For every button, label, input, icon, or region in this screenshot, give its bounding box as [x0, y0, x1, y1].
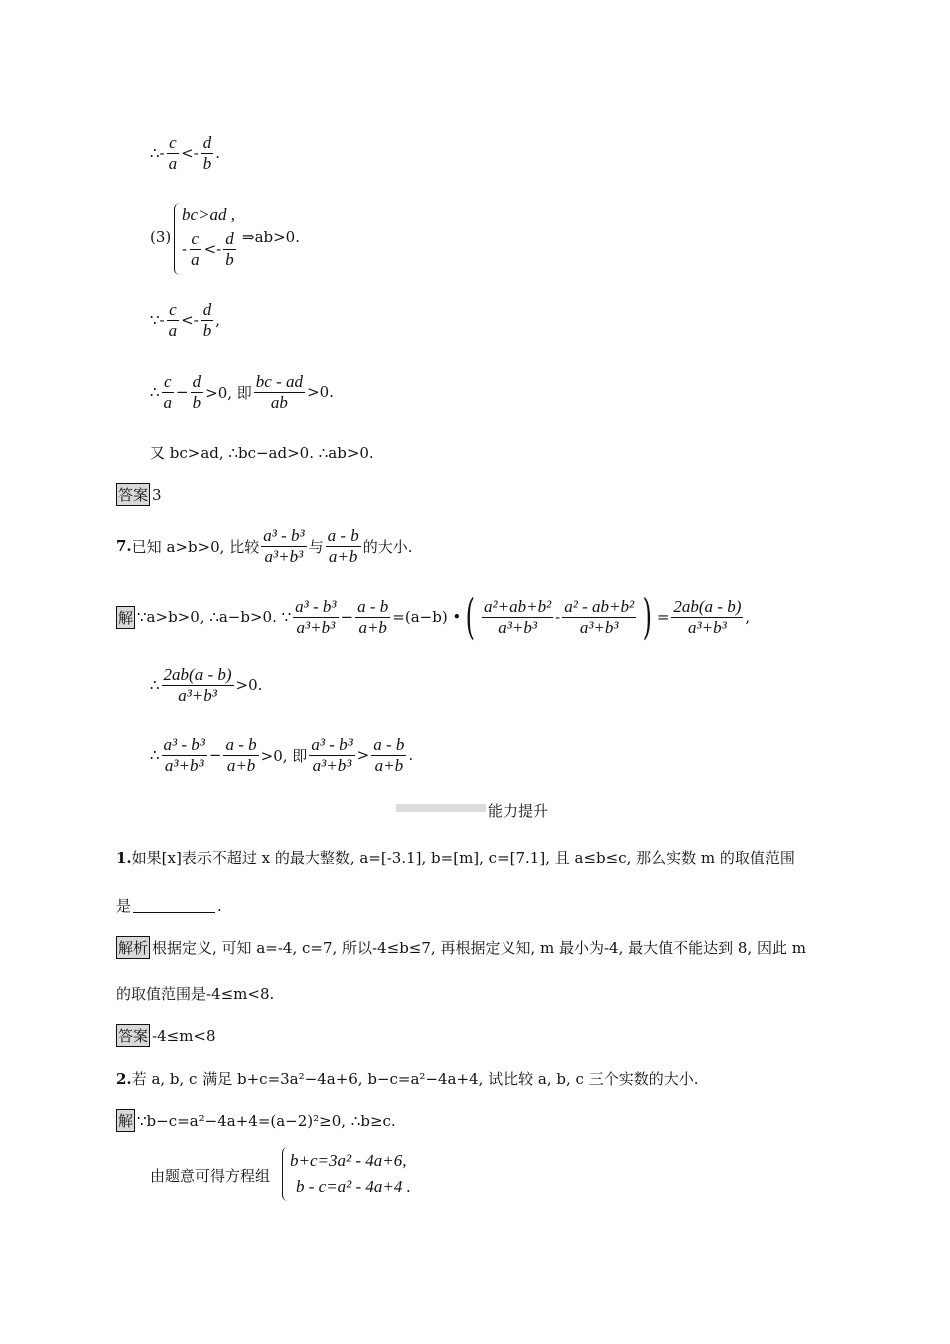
- step-line-5: 又 bc>ad, ∴bc−ad>0. ∴ab>0.: [150, 444, 374, 462]
- equation-system-intro: 由题意可得方程组: [150, 1167, 271, 1185]
- solution-tag: 解: [116, 1109, 135, 1132]
- therefore-symbol: ∴-: [150, 144, 165, 163]
- fraction-bc-ad-ab: $\frac{bc - ad}{ab}$: [255, 372, 303, 412]
- section-decoration-bar: [396, 804, 486, 812]
- case-3-label: (3): [150, 228, 172, 246]
- right-paren: ): [642, 589, 653, 645]
- fraction-cubes: $\frac{\text{a³ - b³}}{\text{a³+b³}}$: [311, 735, 353, 775]
- answer-row-1: [116, 483, 162, 506]
- fraction-sum-squares: $\frac{\text{a²+ab+b²}}{\text{a³+b³}}$: [484, 596, 552, 637]
- fraction-cubes: $\frac{\text{a³ - b³}}{\text{a³+b³}}$: [295, 596, 337, 637]
- fraction-d-b: $\frac{d}{b}$: [202, 300, 212, 340]
- fraction-linear: $\frac{a - b}{a+b}$: [327, 526, 359, 566]
- solution-tag: 解: [116, 606, 135, 629]
- fraction-c-a: $\frac{c}{a}$: [168, 300, 178, 340]
- fraction-c-a: $\frac{c}{a}$: [168, 133, 178, 173]
- fraction-c-a: $\frac{c}{a}$: [163, 372, 173, 412]
- implies-text: ⇒ab>0.: [242, 228, 300, 246]
- fraction-result: $\frac{2ab(a - b)}{\text{a³+b³}}$: [673, 596, 742, 637]
- answer-tag: 答案: [116, 1024, 150, 1047]
- system-row-1: bc>ad ,: [182, 205, 236, 224]
- less-than: <-: [181, 144, 199, 163]
- system-row-2: - $\frac{c}{a}$ <- $\frac{d}{b}$: [182, 229, 234, 269]
- period: .: [215, 144, 221, 163]
- fraction-cubes: $\frac{\text{a³ - b³}}{\text{a³+b³}}$: [263, 526, 305, 566]
- fraction-c-a: $\frac{c}{a}$: [191, 229, 200, 269]
- problem-1-solution: 解析 根据定义, 可知 a=-4, c=7, 所以-4≤b≤7, 再根据定义知, m 最小为-4, 最大值不能达到 8, 因此 m: [116, 936, 806, 959]
- answer-tag: 答案: [116, 483, 150, 506]
- problem-2: 2. 若 a, b, c 满足 b+c=3a²−4a+6, b−c=a²−4a+4, 试比较 a, b, c 三个实数的大小.: [116, 1069, 699, 1088]
- fraction-linear: $\frac{a - b}{a+b}$: [357, 596, 389, 637]
- system-brace: [282, 1147, 289, 1201]
- system-brace: [174, 203, 181, 275]
- section-title: 能力提升: [488, 802, 549, 820]
- problem-1-line-2: 是 .: [116, 896, 222, 915]
- fraction-d-b: $\frac{d}{b}$: [225, 229, 234, 269]
- answer-row-2: [116, 1024, 216, 1047]
- solution-7-line-1: 解 ∵a>b>0, ∴a−b>0. ∵ $\frac{\text{a³ - b³}}{\text{a³+b³}}$ − $\frac{a - b}{a+b}$ =(a−b) • ( $\frac{\text{a²+ab+b²}}{\text{a³+b³}}$ - $\frac{\text{a² - ab+b²}}{\text{a³+b³}}$ ) = $\frac{2ab(a - b)}{\text{a³+b³}}$ ,: [118, 589, 751, 645]
- answer-blank[interactable]: [133, 898, 215, 913]
- answer-value: -4≤m<8: [152, 1026, 216, 1045]
- analysis-tag: 解析: [116, 936, 150, 959]
- equation-row-1: b+c=3a² - 4a+6,: [290, 1151, 407, 1170]
- solution-7-line-3: ∴ $\frac{\text{a³ - b³}}{\text{a³+b³}}$ − $\frac{a - b}{a+b}$ >0, 即 $\frac{\text{a³ - b³}}{\text{a³+b³}}$ > $\frac{a - b}{a+b}$ .: [150, 735, 414, 775]
- step-line-3: ∵- $\frac{c}{a}$ <- $\frac{d}{b}$ ,: [150, 300, 221, 340]
- fraction-diff-squares: $\frac{\text{a² - ab+b²}}{\text{a³+b³}}$: [564, 596, 635, 637]
- equation-row-2: b - c=a² - 4a+4 .: [296, 1177, 411, 1196]
- left-paren: (: [465, 589, 476, 645]
- fraction-cubes: $\frac{\text{a³ - b³}}{\text{a³+b³}}$: [163, 735, 205, 775]
- fraction-d-b: $\frac{d}{b}$: [192, 372, 202, 412]
- question-7: 7. 已知 a>b>0, 比较 $\frac{\text{a³ - b³}}{\text{a³+b³}}$ 与 $\frac{a - b}{a+b}$ 的大小.: [116, 526, 413, 566]
- fraction-linear: $\frac{a - b}{a+b}$: [225, 735, 257, 775]
- step-line-1: [150, 133, 220, 173]
- fraction-result: $\frac{2ab(a - b)}{\text{a³+b³}}$: [163, 665, 232, 705]
- answer-value: 3: [152, 485, 162, 504]
- fraction-linear: $\frac{a - b}{a+b}$: [373, 735, 405, 775]
- problem-1: 1. 如果[x]表示不超过 x 的最大整数, a=[-3.1], b=[m], c=[7.1], 且 a≤b≤c, 那么实数 m 的取值范围: [116, 848, 795, 867]
- solution-7-line-2: ∴ $\frac{2ab(a - b)}{\text{a³+b³}}$ >0.: [150, 665, 263, 705]
- problem-2-solution: 解 ∵b−c=a²−4a+4=(a−2)²≥0, ∴b≥c.: [116, 1109, 396, 1132]
- fraction-d-b: $\frac{d}{b}$: [202, 133, 212, 173]
- step-line-4: ∴ $\frac{c}{a}$ − $\frac{d}{b}$ >0, 即 $\frac{bc - ad}{ab}$ >0.: [150, 372, 334, 412]
- problem-1-solution-line-2: 的取值范围是-4≤m<8.: [116, 985, 275, 1003]
